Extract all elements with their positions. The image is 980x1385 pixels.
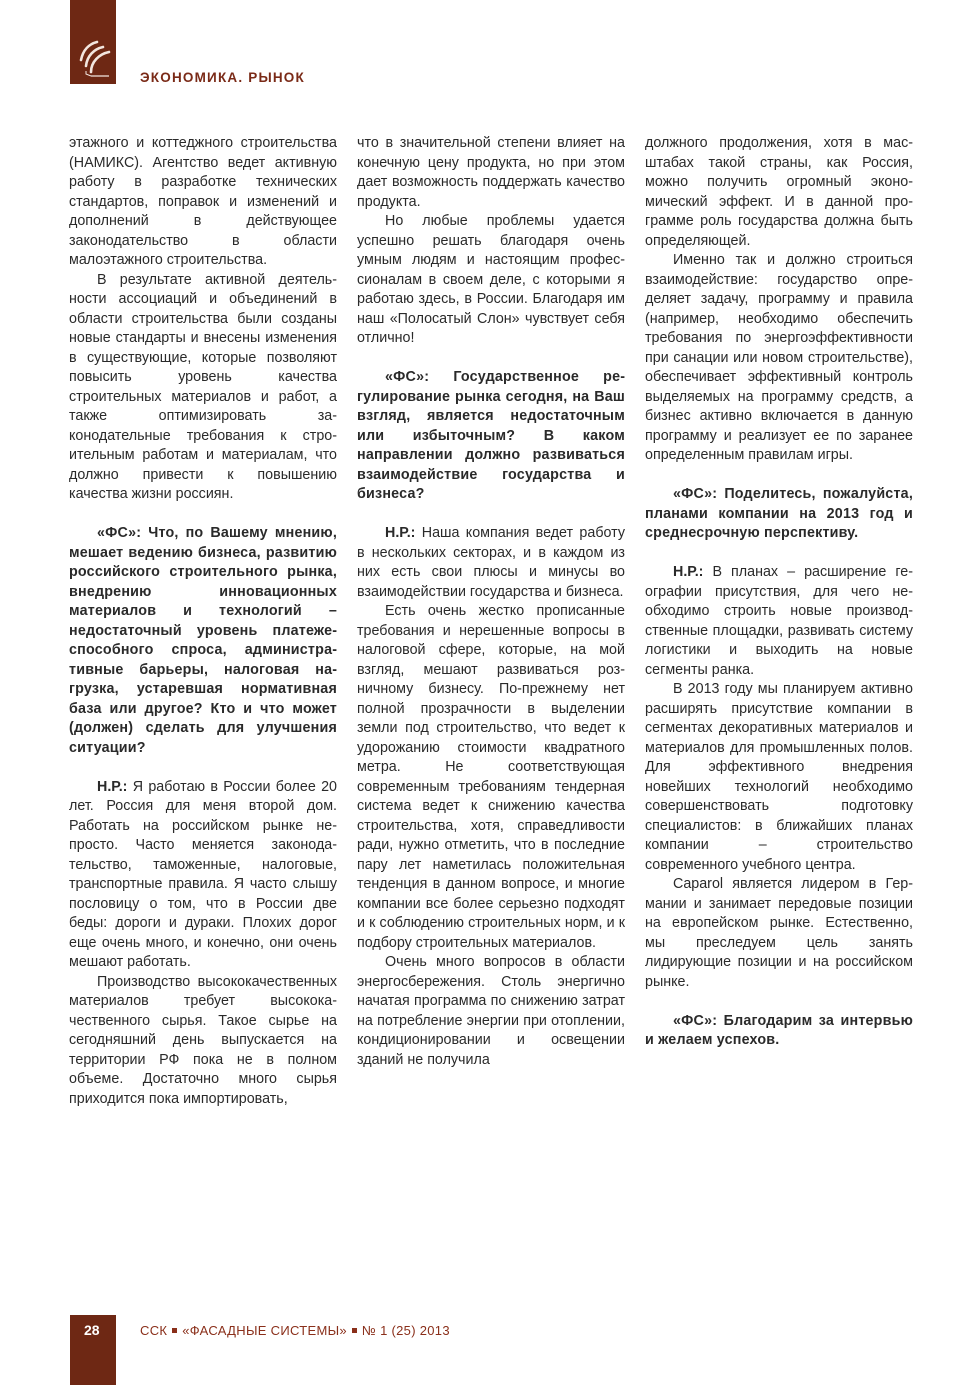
interview-answer: Н.Р.: Я работаю в России более 20 лет. Россия для меня второй дом. Работать на российском рынке непросто. Часто меняется законодательство, таможенные, налоговые, транспортные правила. Я часто слышу пословицу о том, что в России две беды: дороги и дураки. Плохих дорог еще очень много, и конечно, они очень мешают работать. bbox=[69, 778, 337, 970]
square-bullet-icon bbox=[172, 1328, 177, 1333]
speaker-label: «ФС»: bbox=[673, 486, 718, 502]
article-column-1 bbox=[69, 134, 337, 1109]
interview-answer: Н.Р.: Наша компания ведет работу в нескольких секторах, и в каждом из них есть свои плюсы и минусы во взаимодействии государства и бизнеса. bbox=[357, 525, 625, 600]
interview-question: «ФС»: Государственное регулирование рынка сегодня, на Ваш взгляд, является недостаточным или избыточным? В каком направлении должно развиваться взаимодействие государства и бизнеса? bbox=[357, 369, 625, 502]
paragraph: что в значительной степени влияет на конечную цену продукта, но при этом дает возможность поддержать качество продукта. bbox=[357, 135, 625, 210]
speaker-label: «ФС»: bbox=[673, 1012, 718, 1029]
speaker-label: Н.Р.: bbox=[97, 778, 128, 795]
speaker-label: Н.Р.: bbox=[673, 564, 704, 580]
speaker-label: Н.Р.: bbox=[385, 525, 416, 541]
interview-question: «ФС»: Благодарим за интервью и желаем успехов. bbox=[645, 1012, 913, 1048]
section-title: ЭКОНОМИКА. РЫНОК bbox=[140, 70, 305, 85]
interview-question: «ФС»: Что, по Вашему мнению, мешает ведению бизнеса, развитию российского строительного рынка, внедрению инновационных материалов и технологий – недостаточный уровень платежеспособного спроса, административные барьеры, налоговая нагрузка, устаревшая нормативная база или другое? Кто и что может (должен) сделать для улучшения ситуации? bbox=[69, 525, 337, 756]
paragraph: этажного и коттеджного строительства (НАМИКС). Агентство ведет активную работу в разработке технических стандартов, поправок и изменений и дополнений в действующее законодательство в области малоэтажного строительства. bbox=[69, 135, 337, 268]
stylized-stripes-logo-icon bbox=[78, 38, 112, 80]
speaker-label: «ФС»: bbox=[97, 525, 142, 541]
page-number: 28 bbox=[84, 1322, 100, 1338]
paragraph: Очень много вопросов в области энергосбережения. Столь энергично начатая программа по снижению затрат на потребление энергии при отоплении, кондиционировании и освещении зданий не получила bbox=[357, 954, 625, 1068]
magazine-title: «ФАСАДНЫЕ СИСТЕМЫ» bbox=[182, 1323, 347, 1338]
article-column-2 bbox=[357, 134, 625, 1070]
paragraph: должного продолжения, хотя в масштабах такой страны, как Россия, можно получить огромный экономический эффект. И в данной программе роль государства должна быть определяющей. bbox=[645, 135, 913, 249]
paragraph: В результате активной деятельности ассоциаций и объединений в области строительства были созданы новые стандарты и внесены изменения в существующие, которые позволяют повысить уровень качества строительных материалов и работ, а также оптимизировать законодательные требования к строительным работам и материалам, что должно привести к повышению качества жизни россиян. bbox=[69, 271, 337, 502]
interview-answer: Н.Р.: В планах – расширение географии присутствия, для чего необходимо строить новые производственные площадки, развивать систему логистики и выходить на новые сегменты ранка. bbox=[645, 564, 913, 678]
paragraph: Caparol является лидером в Германии и занимает передовые позиции на европейском рынке. Естественно, мы преследуем цель занять лидирующие позиции и на российском рынке. bbox=[645, 876, 913, 990]
speaker-label: «ФС»: bbox=[385, 369, 430, 385]
paragraph: Производство высококачественных материалов требует высококачественного сырья. Такое сырье на сегодняшний день выпускается на территории РФ пока не в полном объеме. Достаточно много сырья приходится пока импортировать, bbox=[69, 973, 337, 1107]
paragraph: Но любые проблемы удается успешно решать благодаря очень умным людям и настоящим профессионалам в своем деле, с которыми я работаю здесь, в России. Благодаря им наш «Полосатый Слон» чувствует себя отлично! bbox=[357, 213, 625, 346]
publisher-name: ССК bbox=[140, 1323, 168, 1338]
square-bullet-icon bbox=[352, 1328, 357, 1333]
paragraph: Именно так и должно строиться взаимодействие: государство определяет задачу, программу и правила (например, необходимо обеспечить требования по энергоэффективности при санации или новом строительстве), обеспечивает эффективный контроль выделяемых на программу средств, а бизнес активно включается в данную программу и реализует ее по заранее определенным правилам игры. bbox=[645, 252, 913, 463]
paragraph: В 2013 году мы планируем активно расширять присутствие компании в сегментах декоративных материалов и материалов для промышленных полов. Для эффективного внедрения новейших технологий необходимо совершенствовать подготовку специалистов: в ближайших планах компании – строительство современного учебного центра. bbox=[645, 681, 913, 873]
footer-publication-info bbox=[140, 1323, 450, 1338]
issue-number: № 1 (25) 2013 bbox=[361, 1323, 450, 1338]
paragraph: Есть очень жестко прописанные требования и нерешенные вопросы в налоговой сфере, которые, на мой взгляд, мешают развиваться розничному бизнесу. По-прежнему нет полной прозрачности в выделении земли под строительство, что ведет к удорожанию стоимости квадратного метра. Не соответствующая современным требованиям тендерная система ведет к снижению качества строительства, хотя, справедливости ради, нужно отметить, что в последние пару лет наметилась положительная тенденция в данном вопросе, и многие компании все более серьезно подходят и к соблюдению строительных норм, и к подбору строительных материалов. bbox=[357, 603, 625, 951]
article-column-3 bbox=[645, 134, 913, 1051]
interview-question: «ФС»: Поделитесь, пожалуйста, планами компании на 2013 год и среднесрочную перспективу. bbox=[645, 486, 913, 541]
